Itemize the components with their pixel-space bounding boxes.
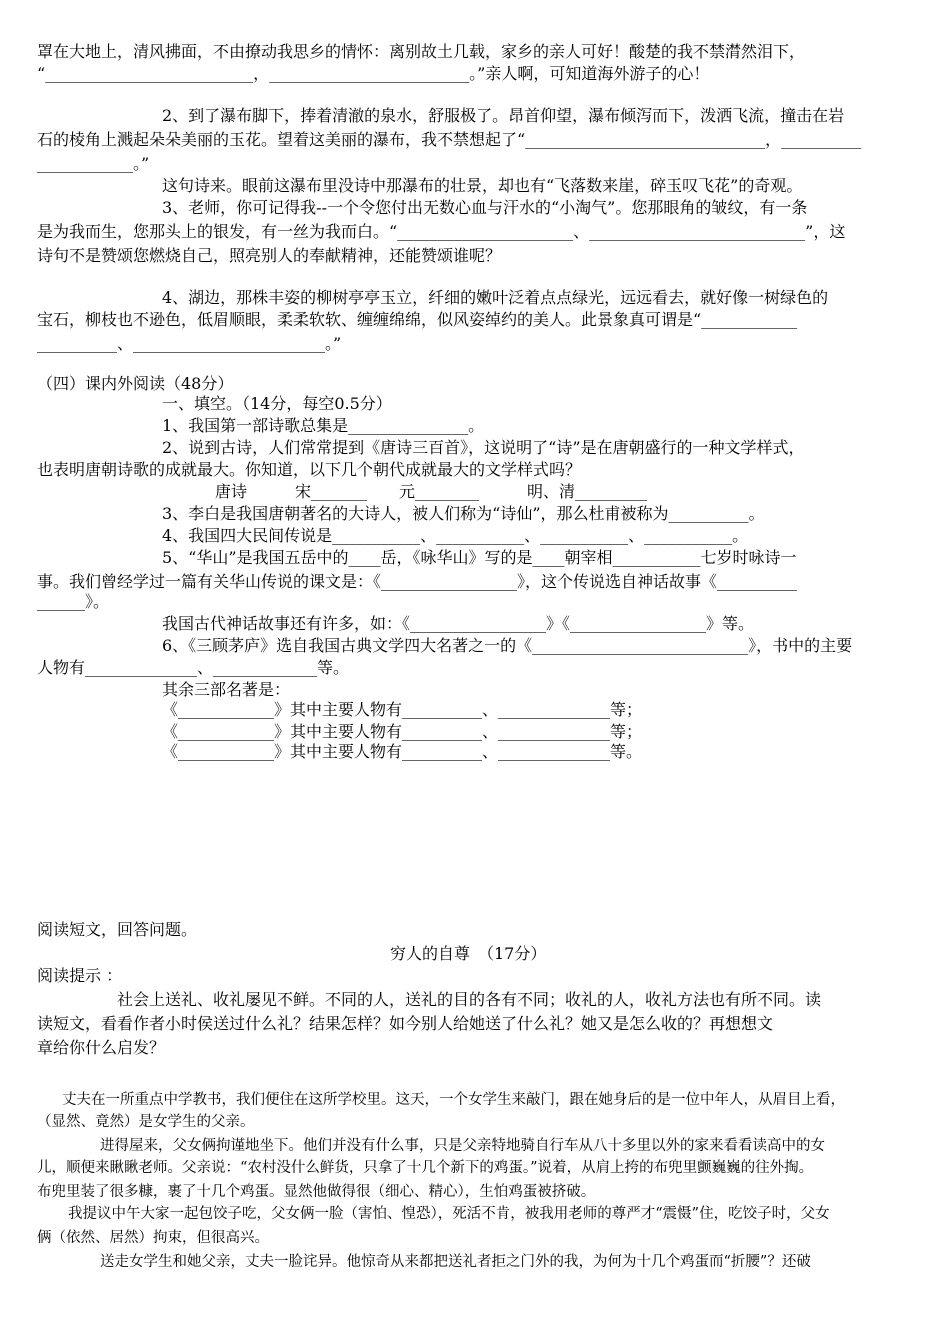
fill-blank-subheading: 一、填空。（14分，每空0.5分）	[162, 394, 392, 413]
s3-p2-line4: 这句诗来。眼前这瀑布里没诗中那瀑布的壮景，却也有“飞落数来崖，碎玉叹飞花”的奇观。	[162, 176, 803, 195]
article-p2-line2: 儿，顺便来瞅瞅老师。父亲说：“农村没什么鲜货，只拿了十几个新下的鸡蛋。”说着，从肩上挎的布兜里颤巍巍的往外掏。	[37, 1160, 814, 1176]
article-p3-line2: 俩（依然、居然）拘束，但很高兴。	[37, 1230, 269, 1246]
question-2-line3: 唐诗 宋_______ 元________ 明、清_________	[215, 482, 648, 501]
s3-p2-line1: 2、到了瀑布脚下，捧着清澈的泉水，舒服极了。昂首仰望，瀑布倾泻而下，泼洒飞流，撞击在岩	[162, 106, 845, 125]
question-2-line2: 也表明唐朝诗歌的成就最大。你知道，以下几个朝代成就最大的文学样式吗？	[37, 460, 582, 479]
classic-blank-2: 《____________》其中主要人物有__________、______________等；	[162, 722, 643, 741]
reading-tip-line3: 章给你什么启发？	[37, 1038, 166, 1057]
classic-blank-3: 《____________》其中主要人物有__________、______________等。	[162, 742, 643, 761]
question-5-line2: 事。我们曾经学过一篇有关华山传说的课文是：《_________________》，这个传说选自神话故事《__________	[37, 572, 798, 591]
classic-blank-1: 《____________》其中主要人物有__________、______________等；	[162, 700, 643, 719]
s3-p3-line1: 3、老师，你可记得我--一个令您付出无数心血与汗水的“小淘气”。您那眼角的皱纹，有一条	[162, 198, 808, 217]
article-p2-line3: 布兜里装了很多糠，裹了十几个鸡蛋。显然他做得很（细心、精心），生怕鸡蛋被挤破。	[37, 1184, 596, 1200]
question-5-line3: ______》。	[37, 592, 110, 611]
reading-tip-label: 阅读提示 ：	[37, 966, 123, 985]
question-2-line1: 2、说到古诗，人们常常提到《唐诗三百首》，这说明了“诗”是在唐朝盛行的一种文学样式，	[162, 438, 805, 457]
s3-p1-line2: “__________________________，_________________________。”亲人啊，可知道海外游子的心！	[37, 64, 710, 83]
question-5-line1: 5、“华山”是我国五岳中的____岳，《咏华山》写的是____朝宰相___________七岁时咏诗一	[162, 548, 797, 567]
passage-title: 穷人的自尊 （17分）	[390, 944, 547, 963]
s3-p3-line2: 是为我而生，您那头上的银发，有一丝为我而白。“______________________、___________________________”，这	[37, 222, 846, 241]
question-4: 4、我国四大民间传说是___________、___________、___________、___________。	[162, 526, 749, 545]
reading-tip-line1: 社会上送礼、收礼屡见不鲜。不同的人，送礼的目的各有不同；收礼的人，收礼方法也有所不同。读	[117, 990, 822, 1009]
s3-p2-line2: 石的棱角上溅起朵朵美丽的玉花。望着这美丽的瀑布，我不禁想起了“______________________________，__________	[37, 130, 862, 149]
article-p1-line2: （显然、竟然）是女学生的父亲。	[37, 1114, 255, 1130]
s3-p4-line1: 4、湖边，那株丰姿的柳树亭亭玉立，纤细的嫩叶泛着点点绿光，远远看去，就好像一树绿色的	[162, 288, 829, 307]
article-p3-line1: 我提议中午大家一起包饺子吃，父女俩一脸（害怕、惶恐），死活不肯，被我用老师的尊严才“震慑”住，吃饺子时，父女	[68, 1206, 830, 1222]
reading-instruction: 阅读短文，回答问题。	[37, 920, 198, 939]
article-p2-line1: 进得屋来，父女俩拘谨地坐下。他们并没有什么事，只是父亲特地骑自行车从八十多里以外的家来看看读高中的女	[100, 1138, 825, 1154]
question-6-line2: 人物有______________、_____________等。	[37, 658, 350, 677]
other-classics-label: 其余三部名著是：	[162, 680, 291, 699]
reading-tip-line2: 读短文，看看作者小时侯送过什么礼？结果怎样？如今别人给她送了什么礼？她又是怎么收的？再想想文	[37, 1014, 774, 1033]
article-p4-line1: 送走女学生和她父亲，丈夫一脸诧异。他惊奇从来都把送礼者拒之门外的我，为何为十几个鸡蛋而“折腰”？还破	[100, 1254, 811, 1270]
s3-p4-line3: __________、________________________。”	[37, 334, 342, 353]
question-1: 1、我国第一部诗歌总集是_______________。	[162, 416, 485, 435]
s3-p3-line3: 诗句不是赞颂您燃烧自己，照亮别人的奉献精神，还能赞颂谁呢？	[37, 246, 502, 265]
question-3: 3、李白是我国唐朝著名的大诗人，被人们称为“诗仙”，那么杜甫被称为__________。	[162, 504, 765, 523]
section4-heading: （四）课内外阅读（48分）	[37, 374, 234, 393]
question-6-line1: 6、《三顾茅庐》选自我国古典文学四大名著之一的《___________________________》，书中的主要	[162, 636, 853, 655]
question-5-line4: 我国古代神话故事还有许多，如：《_________________》《_________________》等。	[162, 614, 755, 633]
s3-p4-line2: 宝石，柳枝也不逊色，低眉顺眼，柔柔软软、缠缠绵绵，似风姿绰约的美人。此景象真可谓是“____________	[37, 310, 798, 329]
s3-p2-line3: ____________。”	[37, 154, 150, 173]
s3-p1-line1: 罩在大地上，清风拂面，不由撩动我思乡的情怀：离别故土几载，家乡的亲人可好！酸楚的我不禁潸然泪下，	[37, 42, 806, 61]
article-p1-line1: 丈夫在一所重点中学教书，我们便住在这所学校里。这天，一个女学生来敲门，跟在她身后的是一位中年人，从眉目上看，	[62, 1092, 845, 1108]
